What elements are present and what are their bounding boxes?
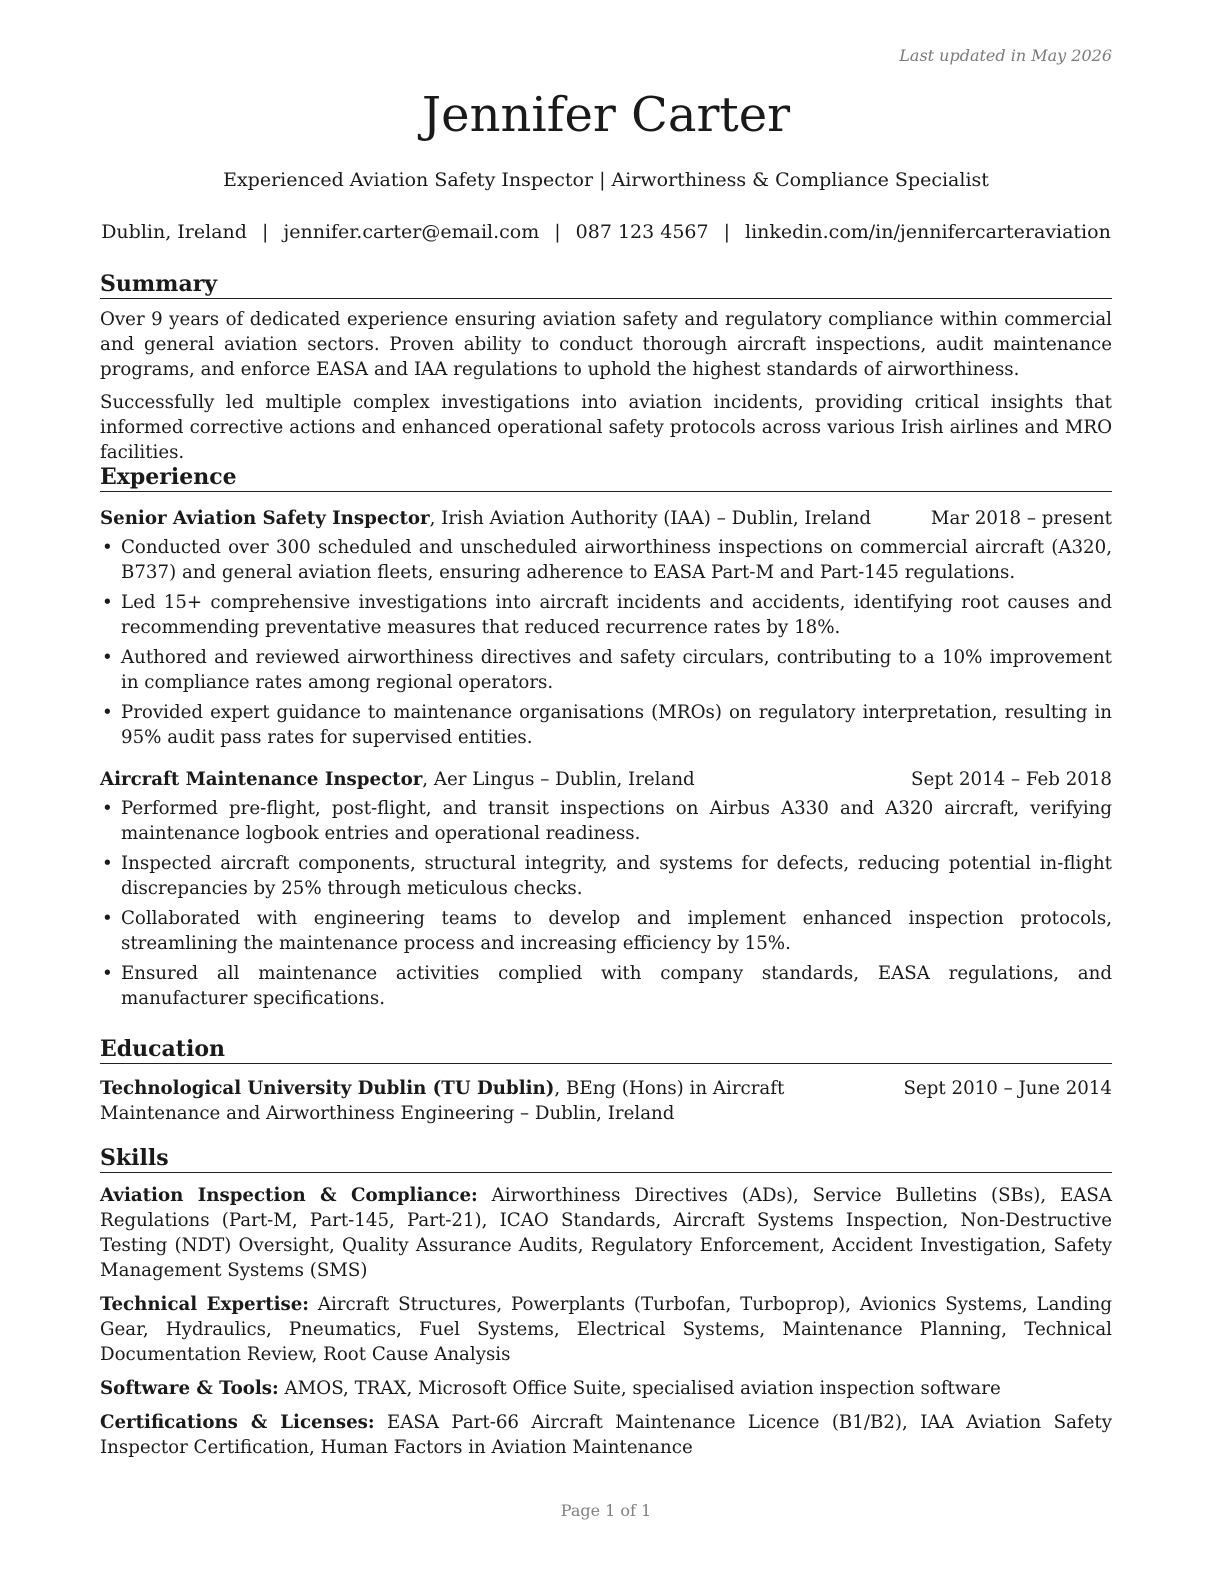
- education-school: Technological University Dublin (TU Dublin): [100, 1078, 555, 1099]
- job-role: Senior Aviation Safety Inspector: [100, 508, 430, 529]
- bullet-item: • Inspected aircraft components, structural integrity, and systems for defects, reducing potential in-flight discrepancies by 25% through meticulous checks.: [100, 851, 1112, 901]
- skills-section: [100, 1144, 1112, 1460]
- summary-section: [100, 270, 1112, 465]
- skill-text: Aircraft Structures, Powerplants (Turbofan, Turboprop), Avionics Systems, Landing Gear, Hydraulics, Pneumatics, Fuel Systems, Electrical Systems, Maintenance Planning, Technical Documentation Review, Root Cause Analysis: [100, 1294, 1112, 1365]
- education-dates: Sept 2010 – June 2014: [903, 1078, 1112, 1099]
- skill-label: Certifications & Licenses:: [100, 1412, 375, 1433]
- tagline: Experienced Aviation Safety Inspector | Airworthiness & Compliance Specialist: [223, 169, 989, 191]
- summary-paragraph: Successfully led multiple complex investigations into aviation incidents, providing critical insights that informed corrective actions and enhanced operational safety protocols across various Irish airlines and MRO facilities.: [100, 392, 1112, 463]
- skill-group: [100, 1183, 1112, 1283]
- candidate-name: Jennifer Carter: [421, 87, 791, 143]
- summary-paragraph: Over 9 years of dedicated experience ensuring aviation safety and regulatory compliance within commercial and general aviation sectors. Proven ability to conduct thorough aircraft inspections, audit maintenance programs, and enforce EASA and IAA regulations to uphold the highest standards of airworthiness.: [100, 309, 1112, 380]
- bullet-item: • Led 15+ comprehensive investigations into aircraft incidents and accidents, identifying root causes and recommending preventative measures that reduced recurrence rates by 18%.: [100, 590, 1112, 640]
- last-updated: Last updated in May 2026: [899, 46, 1112, 65]
- contact-email[interactable]: jennifer.carter@email.com: [283, 221, 540, 243]
- job-title-line: [100, 506, 871, 531]
- experience-section: [100, 463, 1112, 1016]
- job-title-line: [100, 767, 695, 792]
- bullet-item: • Authored and reviewed airworthiness directives and safety circulars, contributing to a 10% improvement in compliance rates among regional operators.: [100, 645, 1112, 695]
- contact-line: [100, 220, 1112, 244]
- bullet-item: • Provided expert guidance to maintenance organisations (MROs) on regulatory interpretation, resulting in 95% audit pass rates for supervised entities.: [100, 700, 1112, 750]
- job-bullets: [100, 796, 1112, 1011]
- education-section: [100, 1035, 1112, 1126]
- section-title-summary: Summary: [100, 270, 1112, 299]
- contact-location: Dublin, Ireland: [101, 221, 247, 243]
- skill-text: EASA Part-66 Aircraft Maintenance Licence (B1/B2), IAA Aviation Safety Inspector Certification, Human Factors in Aviation Maintenance: [100, 1412, 1112, 1458]
- skill-text: Airworthiness Directives (ADs), Service Bulletins (SBs), EASA Regulations (Part-M, Part-145, Part-21), ICAO Standards, Aircraft Systems Inspection, Non-Destructive Testing (NDT) Oversight, Quality Assurance Audits, Regulatory Enforcement, Accident Investigation, Safety Management Systems (SMS): [100, 1185, 1112, 1281]
- section-title-skills: Skills: [100, 1144, 1112, 1173]
- job-organization: , Aer Lingus – Dublin, Ireland: [422, 769, 695, 790]
- bullet-item: • Performed pre-flight, post-flight, and transit inspections on Airbus A330 and A320 aircraft, verifying maintenance logbook entries and operational readiness.: [100, 796, 1112, 846]
- job-header: [100, 767, 1112, 792]
- contact-linkedin[interactable]: linkedin.com/in/jennifercarteraviation: [745, 221, 1111, 243]
- section-title-experience: Experience: [100, 463, 1112, 492]
- job-header: [100, 506, 1112, 531]
- bullet-item: • Conducted over 300 scheduled and unscheduled airworthiness inspections on commercial aircraft (A320, B737) and general aviation fleets, ensuring adherence to EASA Part-M and Part-145 regulations.: [100, 535, 1112, 585]
- skill-text: AMOS, TRAX, Microsoft Office Suite, specialised aviation inspection software: [278, 1378, 1001, 1399]
- bullet-item: • Ensured all maintenance activities complied with company standards, EASA regulations, and manufacturer specifications.: [100, 961, 1112, 1011]
- section-title-education: Education: [100, 1035, 1112, 1064]
- skill-label: Software & Tools:: [100, 1378, 279, 1399]
- job-bullets: [100, 535, 1112, 750]
- skill-label: Technical Expertise:: [100, 1294, 310, 1315]
- education-text: [100, 1076, 890, 1126]
- skill-group: [100, 1376, 1112, 1401]
- contact-separator: |: [261, 221, 269, 243]
- contact-separator: |: [723, 221, 731, 243]
- job-dates: Sept 2014 – Feb 2018: [911, 769, 1112, 790]
- bullet-item: • Collaborated with engineering teams to develop and implement enhanced inspection protocols, streamlining the maintenance process and increasing efficiency by 15%.: [100, 906, 1112, 956]
- education-entry: [100, 1076, 1112, 1126]
- education-degree: , BEng (Hons) in Aircraft Maintenance and Airworthiness Engineering – Dublin, Ireland: [100, 1078, 785, 1124]
- resume-page: [100, 0, 1112, 1584]
- job-organization: , Irish Aviation Authority (IAA) – Dublin, Ireland: [429, 508, 872, 529]
- job-dates: Mar 2018 – present: [930, 508, 1112, 529]
- skill-label: Aviation Inspection & Compliance:: [100, 1185, 478, 1206]
- contact-separator: |: [554, 221, 561, 243]
- skill-group: [100, 1410, 1112, 1460]
- job-role: Aircraft Maintenance Inspector: [100, 769, 423, 790]
- skill-group: [100, 1292, 1112, 1367]
- contact-phone: 087 123 4567: [575, 221, 709, 243]
- page-number: Page 1 of 1: [560, 1501, 652, 1520]
